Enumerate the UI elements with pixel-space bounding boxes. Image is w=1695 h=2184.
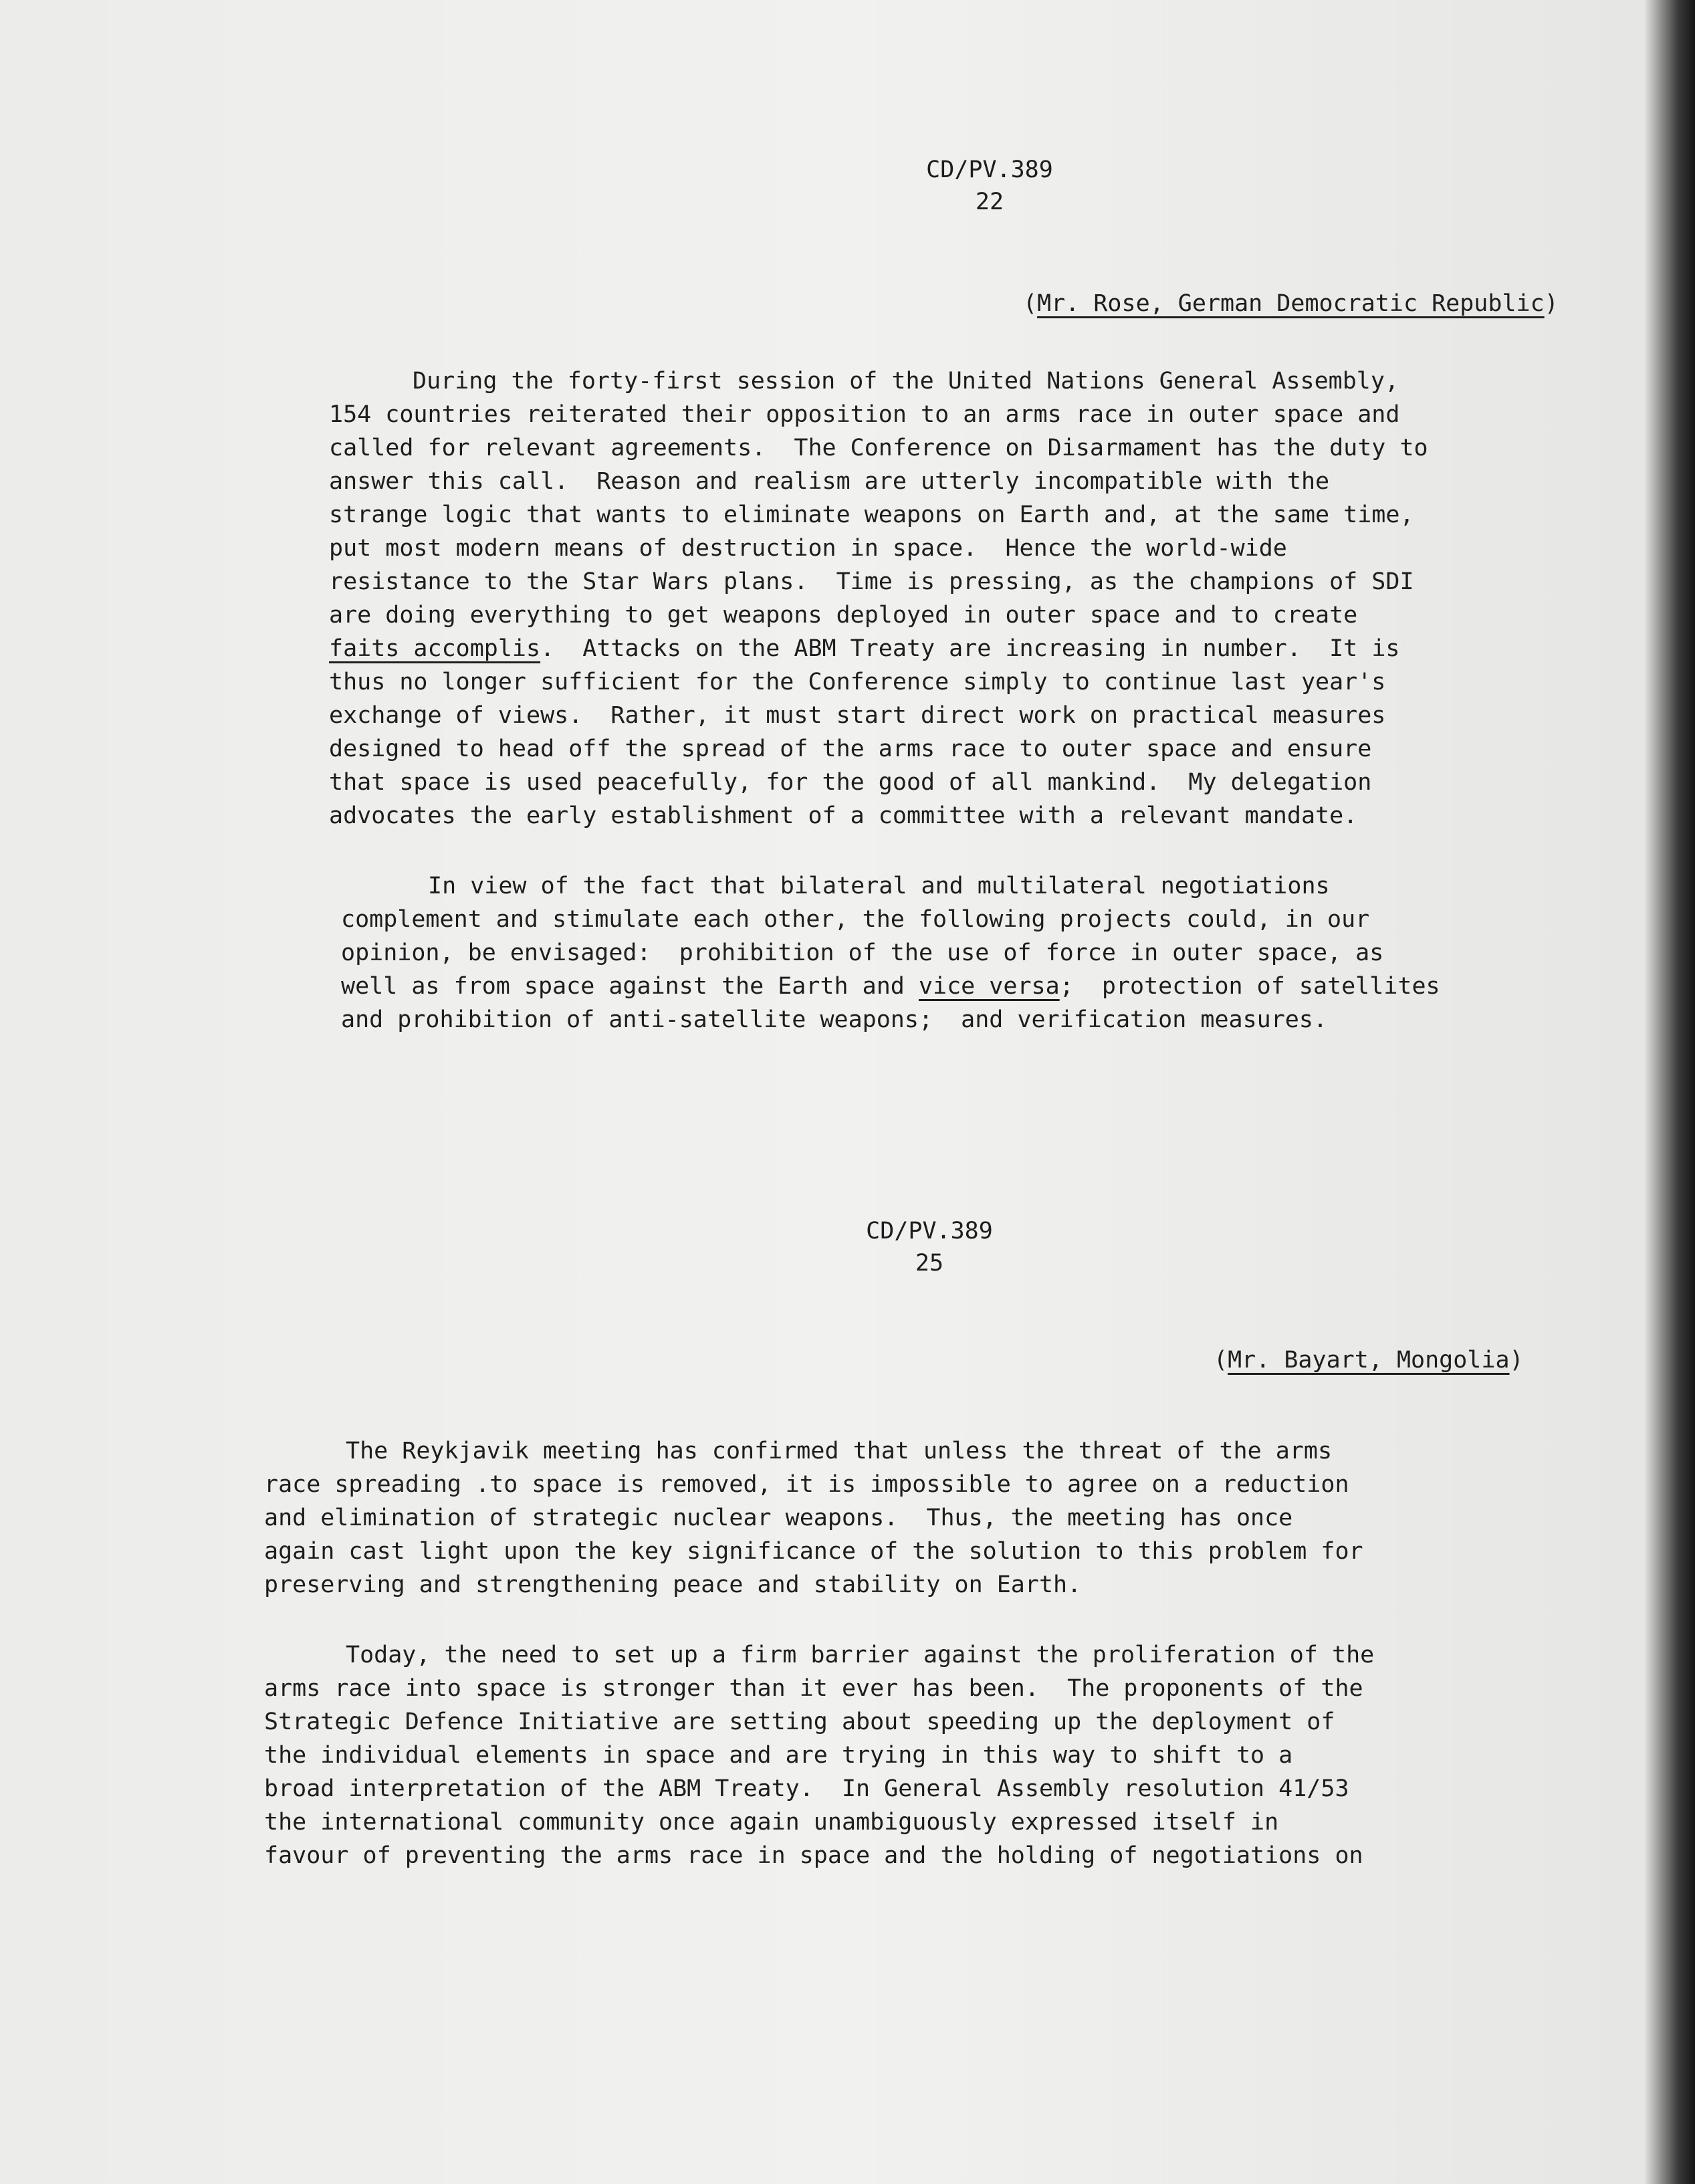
s1-p1-line-12: designed to head off the spread of the arms race to outer space and ensure (329, 736, 1372, 762)
section2-header (809, 1215, 1050, 1279)
s2-p1-line-2: race spreading .to space is removed, it is impossible to agree on a reduction (264, 1471, 1349, 1498)
s1-p2-line-3: opinion, be envisaged: prohibition of the use of force in outer space, as (341, 940, 1384, 966)
s2-p2-line-4: the individual elements in space and are trying in this way to shift to a (264, 1742, 1293, 1769)
s1-p1-line-6: put most modern means of destruction in space. Hence the world-wide (329, 535, 1287, 562)
s1-p2-line-4-before: well as from space against the Earth and (341, 973, 919, 1000)
bleed-through-text (308, 328, 1156, 361)
s1-p1-line-9-rest: . Attacks on the ABM Treaty are increasing in number. It is (540, 635, 1400, 662)
s1-p1-line-3: called for relevant agreements. The Conference on Disarmament has the duty to (329, 435, 1428, 461)
s1-p2-line-4-after: ; protection of satellites (1059, 973, 1440, 1000)
s1-p1-line-9 (329, 632, 1399, 665)
s1-p1-line-1: During the forty-first session of the United Nations General Assembly, (413, 368, 1399, 395)
s1-p1-line-13: that space is used peacefully, for the good of all mankind. My delegation (329, 769, 1372, 796)
s1-p1-line-4: answer this call. Reason and realism are utterly incompatible with the (329, 468, 1330, 495)
s1-p1-line-2: 154 countries reiterated their opposition to an arms race in outer space and (329, 401, 1400, 428)
section1-speaker: (Mr. Rose, German Democratic Republic) (1023, 290, 1559, 317)
vice-versa-term: vice versa (918, 973, 1060, 1000)
faits-accomplis-term: faits accomplis (329, 635, 541, 662)
section2-speaker-name: Mr. Bayart, Mongolia (1228, 1347, 1510, 1374)
s2-p2-line-2: arms race into space is stronger than it ever has been. The proponents of the (264, 1675, 1363, 1702)
section1-page-number: 22 (975, 189, 1004, 215)
section1-header (869, 154, 1110, 218)
s1-p2-line-5: and prohibition of anti-satellite weapons; and verification measures. (341, 1006, 1328, 1033)
s1-p1-line-10: thus no longer sufficient for the Conference simply to continue last year's (329, 669, 1386, 695)
s1-p1-line-7: resistance to the Star Wars plans. Time is pressing, as the champions of SDI (329, 568, 1414, 595)
s2-p1-line-5: preserving and strengthening peace and stability on Earth. (264, 1571, 1082, 1598)
section2-doc-ref: CD/PV.389 (866, 1218, 993, 1244)
s1-p2-line-4 (341, 970, 1440, 1003)
s1-p2-line-2: complement and stimulate each other, the following projects could, in our (341, 906, 1370, 933)
s1-p1-line-11: exchange of views. Rather, it must start direct work on practical measures (329, 702, 1386, 729)
section2-speaker: (Mr. Bayart, Mongolia) (1214, 1347, 1524, 1374)
section1-doc-ref: CD/PV.389 (926, 156, 1053, 183)
s2-p1-line-1: The Reykjavik meeting has confirmed that unless the threat of the arms (346, 1438, 1333, 1464)
s1-p1-line-8: are doing everything to get weapons deployed in outer space and to create (329, 602, 1358, 629)
s2-p2-line-6: the international community once again unambiguously expressed itself in (264, 1809, 1279, 1836)
s2-p2-line-1: Today, the need to set up a firm barrier against the proliferation of the (346, 1642, 1375, 1668)
section2-page-number: 25 (915, 1250, 944, 1277)
s2-p1-line-4: again cast light upon the key significance of the solution to this problem for (264, 1538, 1363, 1565)
s2-p2-line-5: broad interpretation of the ABM Treaty. In General Assembly resolution 41/53 (264, 1775, 1349, 1802)
s1-p1-line-14: advocates the early establishment of a committee with a relevant mandate. (329, 802, 1358, 829)
section1-speaker-name: Mr. Rose, German Democratic Republic (1037, 290, 1545, 317)
s2-p2-line-7: favour of preventing the arms race in space and the holding of negotiations on (264, 1842, 1363, 1869)
s1-p2-line-1: In view of the fact that bilateral and multilateral negotiations (428, 873, 1330, 899)
s2-p2-line-3: Strategic Defence Initiative are setting about speeding up the deployment of (264, 1709, 1335, 1735)
s1-p1-line-5: strange logic that wants to eliminate weapons on Earth and, at the same time, (329, 502, 1414, 528)
s2-p1-line-3: and elimination of strategic nuclear weapons. Thus, the meeting has once (264, 1505, 1293, 1531)
